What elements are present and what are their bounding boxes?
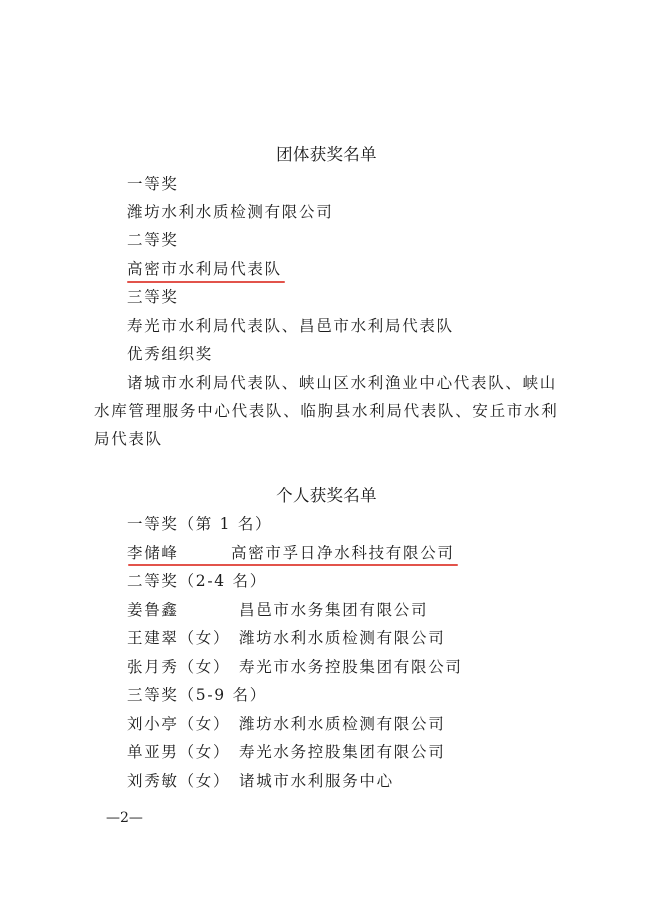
winner-company: 诸城市水利服务中心 — [239, 772, 394, 790]
group-third-prize-winners: 寿光市水利局代表队、昌邑市水利局代表队 — [127, 317, 454, 335]
winner-company: 潍坊水利水质检测有限公司 — [239, 629, 446, 647]
individual-winner-row — [127, 542, 455, 564]
winner-company: 潍坊水利水质检测有限公司 — [239, 715, 446, 733]
organization-award-line-1: 诸城市水利局代表队、峡山区水利渔业中心代表队、峡山 — [127, 374, 558, 392]
organization-award-label: 优秀组织奖 — [127, 345, 214, 363]
group-second-prize-label: 二等奖 — [127, 231, 179, 249]
winner-name: 刘小亭（女） — [127, 715, 231, 733]
individual-winner-row — [127, 656, 463, 678]
individual-winner-row — [127, 741, 445, 763]
organization-award-line-2: 水库管理服务中心代表队、临朐县水利局代表队、安丘市水利 — [94, 402, 559, 420]
individual-awards-title: 个人获奖名单 — [276, 486, 377, 505]
group-third-prize-label: 三等奖 — [127, 288, 179, 306]
page-number: —2— — [106, 810, 143, 826]
winner-name: 王建翠（女） — [127, 629, 231, 647]
group-first-prize-winner: 潍坊水利水质检测有限公司 — [127, 203, 334, 221]
individual-winner-row — [127, 713, 445, 735]
individual-winner-row — [127, 627, 445, 649]
winner-name: 李储峰 — [127, 544, 179, 562]
group-awards-title: 团体获奖名单 — [276, 145, 377, 164]
winner-company: 高密市孚日净水科技有限公司 — [231, 544, 455, 562]
highlight-underline — [128, 564, 458, 566]
winner-name: 姜鲁鑫 — [127, 601, 179, 619]
winner-name: 刘秀敏（女） — [127, 772, 231, 790]
winner-company: 寿光市水务控股集团有限公司 — [239, 658, 463, 676]
individual-third-prize-label: 三等奖（5-9 名） — [127, 686, 267, 704]
group-second-prize-winner: 高密市水利局代表队 — [127, 260, 282, 278]
winner-company: 寿光水务控股集团有限公司 — [239, 743, 446, 761]
highlight-underline — [127, 281, 285, 283]
individual-winner-row — [127, 770, 394, 792]
winner-company: 昌邑市水务集团有限公司 — [239, 601, 429, 619]
individual-second-prize-label: 二等奖（2-4 名） — [127, 572, 267, 590]
individual-winner-row — [127, 599, 428, 621]
winner-name: 张月秀（女） — [127, 658, 231, 676]
group-first-prize-label: 一等奖 — [127, 175, 179, 193]
winner-name: 单亚男（女） — [127, 743, 231, 761]
organization-award-line-3: 局代表队 — [94, 430, 163, 448]
individual-first-prize-label: 一等奖（第 1 名） — [127, 515, 273, 533]
